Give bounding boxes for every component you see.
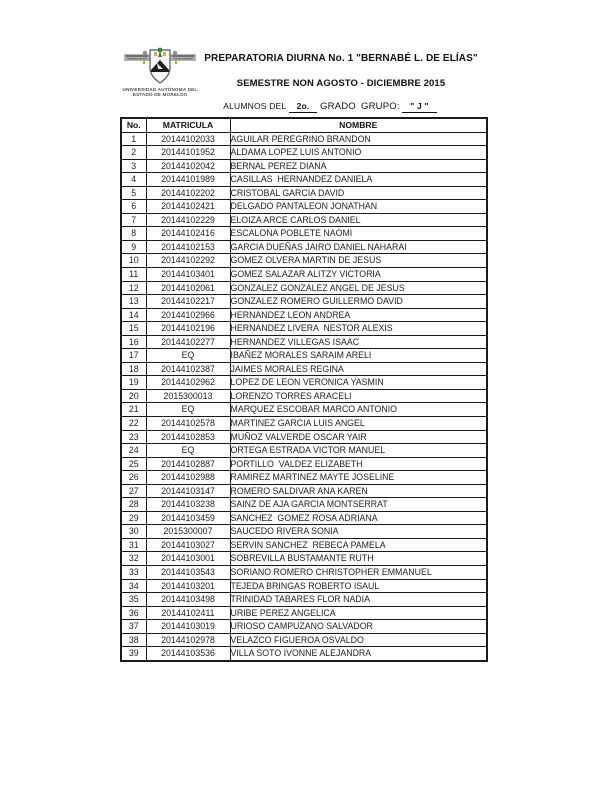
row-number-cell: 15 [121, 322, 146, 336]
table-row [121, 389, 487, 403]
row-number-cell: 11 [121, 267, 146, 281]
row-number-cell: 28 [121, 498, 146, 512]
nombre-cell: MARTINEZ GARCIA LUIS ANGEL [230, 416, 487, 430]
matricula-cell: 20144102421 [146, 200, 230, 214]
column-header-no: No. [121, 118, 146, 132]
nombre-cell: MUÑOZ VALVERDE OSCAR YAIR [230, 430, 487, 444]
nombre-cell: VELAZCO FIGUEROA OSVALDO [230, 633, 487, 647]
nombre-cell: SERVIN SANCHEZ REBECA PAMELA [230, 538, 487, 552]
matricula-cell: 20144103147 [146, 484, 230, 498]
matricula-cell: 20144103459 [146, 511, 230, 525]
row-number-cell: 6 [121, 200, 146, 214]
table-row [121, 647, 487, 661]
matricula-cell: 20144102196 [146, 322, 230, 336]
column-header-nombre: NOMBRE [230, 118, 487, 132]
table-row [121, 295, 487, 309]
matricula-cell: EQ [146, 403, 230, 417]
table-row [121, 376, 487, 390]
table-row [121, 511, 487, 525]
row-number-cell: 31 [121, 538, 146, 552]
nombre-cell: LORENZO TORRES ARACELI [230, 389, 487, 403]
table-row [121, 281, 487, 295]
table-row [121, 579, 487, 593]
nombre-cell: URIOSO CAMPUZANO SALVADOR [230, 620, 487, 634]
matricula-cell: 20144102292 [146, 254, 230, 268]
table-row [121, 620, 487, 634]
row-number-cell: 21 [121, 403, 146, 417]
table-row [121, 159, 487, 173]
table-row [121, 444, 487, 458]
nombre-cell: RAMIREZ MARTINEZ MAYTE JOSELINE [230, 471, 487, 485]
table-row [121, 254, 487, 268]
row-number-cell: 22 [121, 416, 146, 430]
table-row [121, 552, 487, 566]
matricula-cell: 20144103543 [146, 566, 230, 580]
row-number-cell: 4 [121, 173, 146, 187]
matricula-cell: 20144103401 [146, 267, 230, 281]
nombre-cell: HERNANDEZ LIVERA NESTOR ALEXIS [230, 322, 487, 336]
row-number-cell: 29 [121, 511, 146, 525]
table-row [121, 335, 487, 349]
row-number-cell: 18 [121, 362, 146, 376]
row-number-cell: 27 [121, 484, 146, 498]
table-row [121, 213, 487, 227]
table-row [121, 430, 487, 444]
nombre-cell: GARCIA DUEÑAS JAIRO DANIEL NAHARAI [230, 240, 487, 254]
nombre-cell: GOMEZ SALAZAR ALITZY VICTORIA [230, 267, 487, 281]
matricula-cell: EQ [146, 349, 230, 363]
matricula-cell: 20144101952 [146, 146, 230, 160]
table-row [121, 457, 487, 471]
row-number-cell: 19 [121, 376, 146, 390]
matricula-cell: 20144103001 [146, 552, 230, 566]
row-number-cell: 36 [121, 606, 146, 620]
row-number-cell: 26 [121, 471, 146, 485]
matricula-cell: 20144102962 [146, 376, 230, 390]
matricula-cell: 20144103019 [146, 620, 230, 634]
table-row [121, 173, 487, 187]
nombre-cell: ELOIZA ARCE CARLOS DANIEL [230, 213, 487, 227]
matricula-cell: 20144102887 [146, 457, 230, 471]
grade-value: 2o. [289, 101, 318, 113]
nombre-cell: PORTILLO VALDEZ ELIZABETH [230, 457, 487, 471]
nombre-cell: VILLA SOTO IVONNE ALEJANDRA [230, 647, 487, 661]
matricula-cell: 20144102217 [146, 295, 230, 309]
table-row [121, 362, 487, 376]
nombre-cell: SAINZ DE AJA GARCIA MONTSERRAT [230, 498, 487, 512]
row-number-cell: 2 [121, 146, 146, 160]
nombre-cell: GOMEZ OLVERA MARTIN DE JESUS [230, 254, 487, 268]
grade-label: GRADO [320, 101, 356, 112]
row-number-cell: 39 [121, 647, 146, 661]
row-number-cell: 32 [121, 552, 146, 566]
nombre-cell: ROMERO SALDIVAR ANA KAREN [230, 484, 487, 498]
nombre-cell: ESCALONA POBLETE NAOMI [230, 227, 487, 241]
students-prefix-label: ALUMNOS DEL [223, 101, 287, 111]
matricula-cell: 20144103498 [146, 593, 230, 607]
nombre-cell: TEJEDA BRINGAS ROBERTO ISAUL [230, 579, 487, 593]
nombre-cell: BERNAL PEREZ DIANA [230, 159, 487, 173]
nombre-cell: SOBREVILLA BUSTAMANTE RUTH [230, 552, 487, 566]
matricula-cell: 20144102277 [146, 335, 230, 349]
row-number-cell: 25 [121, 457, 146, 471]
table-header-row [121, 118, 487, 132]
row-number-cell: 38 [121, 633, 146, 647]
table-row [121, 200, 487, 214]
group-value: " J " [402, 101, 437, 113]
table-row [121, 593, 487, 607]
matricula-cell: 20144102411 [146, 606, 230, 620]
table-row [121, 186, 487, 200]
student-table-body [121, 132, 487, 661]
row-number-cell: 33 [121, 566, 146, 580]
nombre-cell: ALDAMA LOPEZ LUIS ANTONIO [230, 146, 487, 160]
row-number-cell: 8 [121, 227, 146, 241]
row-number-cell: 5 [121, 186, 146, 200]
nombre-cell: CRISTOBAL GARCIA DAVID [230, 186, 487, 200]
student-roster-table [120, 117, 488, 662]
table-row [121, 267, 487, 281]
row-number-cell: 7 [121, 213, 146, 227]
matricula-cell: 20144102578 [146, 416, 230, 430]
table-row [121, 240, 487, 254]
nombre-cell: CASILLAS HERNANDEZ DANIELA [230, 173, 487, 187]
matricula-cell: 20144102387 [146, 362, 230, 376]
table-row [121, 471, 487, 485]
matricula-cell: 20144101989 [146, 173, 230, 187]
matricula-cell: 20144103238 [146, 498, 230, 512]
table-row [121, 308, 487, 322]
matricula-cell: 20144102988 [146, 471, 230, 485]
matricula-cell: 20144102853 [146, 430, 230, 444]
matricula-cell: 20144103027 [146, 538, 230, 552]
table-row [121, 525, 487, 539]
nombre-cell: TRINIDAD TABARES FLOR NADIA [230, 593, 487, 607]
table-row [121, 322, 487, 336]
table-row [121, 484, 487, 498]
matricula-cell: 20144102033 [146, 132, 230, 146]
nombre-cell: AGUILAR PEREGRINO BRANDON [230, 132, 487, 146]
matricula-cell: 2015300013 [146, 389, 230, 403]
matricula-cell: 20144102153 [146, 240, 230, 254]
row-number-cell: 13 [121, 295, 146, 309]
matricula-cell: 20144103536 [146, 647, 230, 661]
row-number-cell: 35 [121, 593, 146, 607]
table-row [121, 349, 487, 363]
matricula-cell: 20144102042 [146, 159, 230, 173]
logo-institution-line1: UNIVERSIDAD AUTÓNOMA DEL [122, 87, 198, 92]
uaem-crest-icon [120, 46, 200, 86]
matricula-cell: 20144102202 [146, 186, 230, 200]
column-header-matricula: MATRICULA [146, 118, 230, 132]
matricula-cell: 20144103201 [146, 579, 230, 593]
row-number-cell: 34 [121, 579, 146, 593]
table-row [121, 227, 487, 241]
row-number-cell: 23 [121, 430, 146, 444]
table-row [121, 498, 487, 512]
nombre-cell: HERNANDEZ VILLEGAS ISAAC [230, 335, 487, 349]
matricula-cell: 20144102229 [146, 213, 230, 227]
matricula-cell: EQ [146, 444, 230, 458]
nombre-cell: JAIMES MORALES REGINA [230, 362, 487, 376]
matricula-cell: 20144102416 [146, 227, 230, 241]
students-grade-group-line [170, 101, 490, 113]
nombre-cell: LOPEZ DE LEON VERONICA YASMIN [230, 376, 487, 390]
row-number-cell: 24 [121, 444, 146, 458]
row-number-cell: 20 [121, 389, 146, 403]
row-number-cell: 10 [121, 254, 146, 268]
nombre-cell: SAUCEDO RIVERA SONIA [230, 525, 487, 539]
nombre-cell: GONZALEZ GONZALEZ ANGEL DE JESUS [230, 281, 487, 295]
nombre-cell: SANCHEZ GOMEZ ROSA ADRIANA [230, 511, 487, 525]
nombre-cell: SORIANO ROMERO CHRISTOPHER EMMANUEL [230, 566, 487, 580]
nombre-cell: ORTEGA ESTRADA VICTOR MANUEL [230, 444, 487, 458]
row-number-cell: 16 [121, 335, 146, 349]
row-number-cell: 14 [121, 308, 146, 322]
group-label: GRUPO: [361, 101, 400, 112]
row-number-cell: 3 [121, 159, 146, 173]
matricula-cell: 20144102061 [146, 281, 230, 295]
table-row [121, 566, 487, 580]
row-number-cell: 1 [121, 132, 146, 146]
table-row [121, 606, 487, 620]
matricula-cell: 20144102966 [146, 308, 230, 322]
school-name-title: PREPARATORIA DIURNA No. 1 "BERNABÉ L. DE ELÍAS" [204, 53, 478, 64]
nombre-cell: IBAÑEZ MORALES SARAIM ARELI [230, 349, 487, 363]
nombre-cell: DELGADO PANTALEON JONATHAN [230, 200, 487, 214]
table-row [121, 538, 487, 552]
row-number-cell: 30 [121, 525, 146, 539]
table-row [121, 403, 487, 417]
matricula-cell: 2015300007 [146, 525, 230, 539]
row-number-cell: 37 [121, 620, 146, 634]
semester-title: SEMESTRE NON AGOSTO - DICIEMBRE 2015 [236, 78, 446, 89]
logo-institution-name [120, 87, 200, 98]
nombre-cell: GONZALEZ ROMERO GUILLERMO DAVID [230, 295, 487, 309]
nombre-cell: MARQUEZ ESCOBAR MARCO ANTONIO [230, 403, 487, 417]
matricula-cell: 20144102978 [146, 633, 230, 647]
row-number-cell: 12 [121, 281, 146, 295]
table-row [121, 633, 487, 647]
document-header [196, 53, 486, 89]
row-number-cell: 17 [121, 349, 146, 363]
table-row [121, 146, 487, 160]
nombre-cell: HERNANDEZ LEON ANDREA [230, 308, 487, 322]
table-row [121, 132, 487, 146]
table-row [121, 416, 487, 430]
row-number-cell: 9 [121, 240, 146, 254]
nombre-cell: URIBE PEREZ ANGELICA [230, 606, 487, 620]
school-logo [120, 46, 200, 98]
logo-institution-line2: ESTADO DE MORELOS [132, 92, 188, 98]
